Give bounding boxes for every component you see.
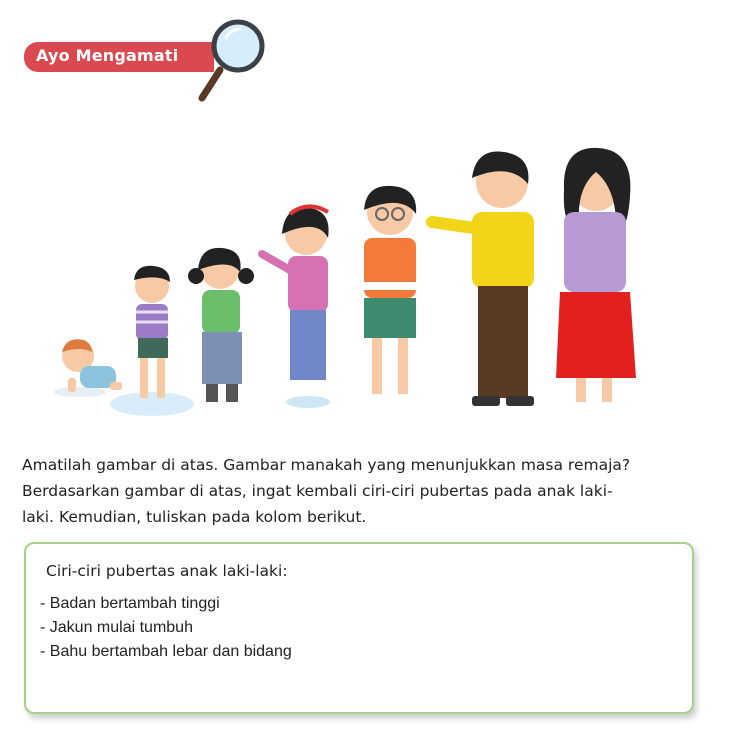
instruction-paragraph — [22, 452, 712, 530]
adult-woman-figure — [556, 148, 636, 402]
teen-boy-figure — [364, 186, 416, 394]
adult-man-figure — [432, 152, 534, 406]
instruction-line-3: laki. Kemudian, tuliskan pada kolom berikut. — [22, 508, 367, 526]
answer-box-title: Ciri-ciri pubertas anak laki-laki: — [46, 562, 288, 580]
instruction-line-2: Berdasarkan gambar di atas, ingat kembali ciri-ciri pubertas pada anak laki- — [22, 482, 613, 500]
instruction-line-1: Amatilah gambar di atas. Gambar manakah yang menunjukkan masa remaja? — [22, 456, 631, 474]
baby-crawling-figure — [54, 339, 122, 397]
answer-list — [40, 592, 292, 664]
growth-stages-illustration — [40, 130, 680, 430]
answer-list-item: - Badan bertambah tinggi — [40, 595, 220, 612]
toddler-boy-figure — [110, 266, 194, 416]
answer-box — [24, 542, 694, 714]
answer-list-item: - Bahu bertambah lebar dan bidang — [40, 643, 292, 660]
child-girl-figure — [188, 248, 254, 402]
section-title: Ayo Mengamati — [36, 46, 179, 65]
girl-pointing-figure — [262, 206, 330, 408]
magnifier-icon — [190, 14, 272, 104]
answer-list-item: - Jakun mulai tumbuh — [40, 619, 193, 636]
